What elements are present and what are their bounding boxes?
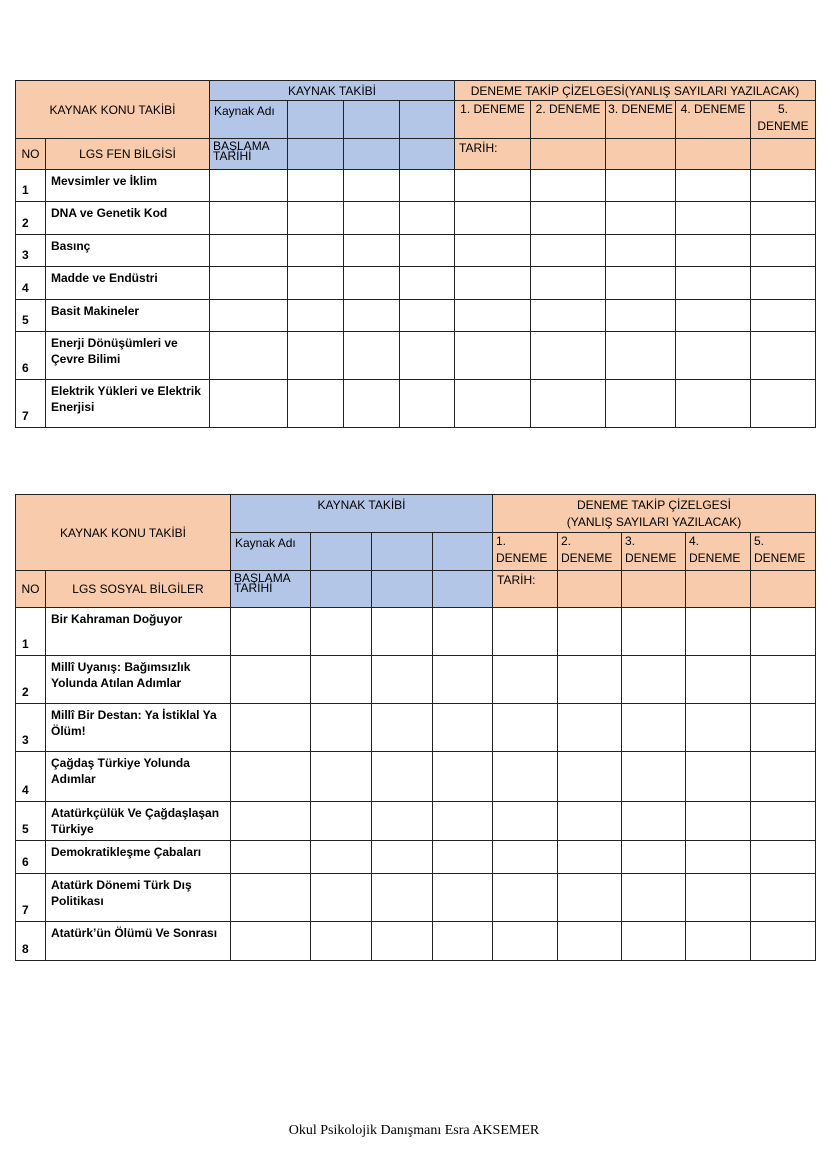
deneme-entry-cell[interactable]: [493, 841, 558, 874]
deneme-entry-cell[interactable]: [455, 267, 531, 300]
topic-name: Bir Kahraman Doğuyor: [46, 608, 231, 656]
deneme-entry-cell[interactable]: [751, 704, 816, 752]
topic-row: [16, 874, 816, 922]
topic-row: [16, 380, 816, 428]
deneme-column-header: 3. DENEME: [606, 101, 676, 139]
kaynak-entry-cell[interactable]: [344, 267, 400, 300]
date-cell[interactable]: [751, 571, 816, 608]
date-cell[interactable]: [686, 571, 751, 608]
row-number: 2: [16, 656, 46, 704]
row-number: 7: [16, 380, 46, 428]
deneme-takip-subtitle: (YANLIŞ SAYILARI YAZILACAK): [566, 514, 742, 529]
deneme-entry-cell[interactable]: [606, 170, 676, 202]
deneme-entry-cell[interactable]: [622, 704, 686, 752]
deneme-entry-cell[interactable]: [751, 380, 816, 428]
deneme-entry-cell[interactable]: [493, 874, 558, 922]
topic-name: Elektrik Yükleri ve Elektrik Enerjisi: [46, 380, 210, 428]
deneme-entry-cell[interactable]: [676, 332, 751, 380]
kaynak-entry-cell[interactable]: [311, 922, 372, 961]
row-number: 5: [16, 300, 46, 332]
deneme-entry-cell[interactable]: [676, 202, 751, 235]
topic-name: Mevsimler ve İklim: [46, 170, 210, 202]
kaynak-entry-cell[interactable]: [231, 752, 311, 802]
row-number: 6: [16, 841, 46, 874]
kaynak-name-cell[interactable]: [311, 533, 372, 571]
topic-name: Atatürk Dönemi Türk Dış Politikası: [46, 874, 231, 922]
deneme-entry-cell[interactable]: [686, 841, 751, 874]
deneme-entry-cell[interactable]: [558, 874, 622, 922]
kaynak-entry-cell[interactable]: [400, 235, 455, 267]
kaynak-entry-cell[interactable]: [372, 874, 433, 922]
deneme-entry-cell[interactable]: [676, 235, 751, 267]
kaynak-entry-cell[interactable]: [311, 802, 372, 841]
kaynak-entry-cell[interactable]: [231, 841, 311, 874]
date-cell[interactable]: [311, 571, 372, 608]
kaynak-entry-cell[interactable]: [231, 704, 311, 752]
deneme-entry-cell[interactable]: [455, 170, 531, 202]
deneme-entry-cell[interactable]: [686, 922, 751, 961]
date-cell[interactable]: [400, 139, 455, 170]
kaynak-entry-cell[interactable]: [210, 332, 288, 380]
row-number: 4: [16, 752, 46, 802]
kaynak-entry-cell[interactable]: [231, 608, 311, 656]
topic-row: [16, 922, 816, 961]
deneme-entry-cell[interactable]: [531, 380, 606, 428]
topic-row: [16, 841, 816, 874]
kaynak-entry-cell[interactable]: [210, 267, 288, 300]
deneme-entry-cell[interactable]: [751, 656, 816, 704]
row-number: 8: [16, 922, 46, 961]
topic-row: [16, 300, 816, 332]
deneme-entry-cell[interactable]: [622, 841, 686, 874]
deneme-column-header: 2. DENEME: [531, 101, 606, 139]
date-cell[interactable]: [622, 571, 686, 608]
kaynak-entry-cell[interactable]: [288, 235, 344, 267]
kaynak-entry-cell[interactable]: [433, 841, 493, 874]
deneme-entry-cell[interactable]: [751, 841, 816, 874]
deneme-entry-cell[interactable]: [531, 170, 606, 202]
kaynak-entry-cell[interactable]: [344, 235, 400, 267]
deneme-entry-cell[interactable]: [606, 380, 676, 428]
deneme-entry-cell[interactable]: [455, 202, 531, 235]
topic-row: [16, 608, 816, 656]
deneme-entry-cell[interactable]: [676, 170, 751, 202]
kaynak-entry-cell[interactable]: [288, 300, 344, 332]
date-cell[interactable]: [433, 571, 493, 608]
deneme-entry-cell[interactable]: [751, 202, 816, 235]
deneme-column-header: 1. DENEME: [493, 533, 558, 571]
topic-name: DNA ve Genetik Kod: [46, 202, 210, 235]
kaynak-entry-cell[interactable]: [288, 170, 344, 202]
deneme-entry-cell[interactable]: [751, 332, 816, 380]
topic-row: [16, 704, 816, 752]
deneme-entry-cell[interactable]: [493, 802, 558, 841]
kaynak-entry-cell[interactable]: [400, 202, 455, 235]
topic-name: Demokratikleşme Çabaları: [46, 841, 231, 874]
deneme-entry-cell[interactable]: [493, 752, 558, 802]
kaynak-konu-takibi-header: KAYNAK KONU TAKİBİ: [16, 81, 210, 139]
date-cell[interactable]: [372, 571, 433, 608]
deneme-entry-cell[interactable]: [676, 267, 751, 300]
date-cell[interactable]: [558, 571, 622, 608]
deneme-entry-cell[interactable]: [531, 300, 606, 332]
topic-row: [16, 802, 816, 841]
kaynak-entry-cell[interactable]: [210, 235, 288, 267]
deneme-entry-cell[interactable]: [622, 874, 686, 922]
kaynak-name-cell[interactable]: [344, 101, 400, 139]
deneme-entry-cell[interactable]: [622, 608, 686, 656]
topic-row: [16, 752, 816, 802]
deneme-entry-cell[interactable]: [455, 300, 531, 332]
kaynak-entry-cell[interactable]: [288, 332, 344, 380]
deneme-entry-cell[interactable]: [622, 656, 686, 704]
deneme-column-header: 5. DENEME: [751, 101, 816, 139]
deneme-takip-header: [493, 495, 816, 533]
row-number: 4: [16, 267, 46, 300]
date-cell[interactable]: [344, 139, 400, 170]
kaynak-entry-cell[interactable]: [311, 656, 372, 704]
kaynak-entry-cell[interactable]: [231, 874, 311, 922]
kaynak-entry-cell[interactable]: [311, 608, 372, 656]
footer-credit: Okul Psikolojik Danışmanı Esra AKSEMER: [288, 1123, 540, 1138]
kaynak-entry-cell[interactable]: [372, 841, 433, 874]
deneme-entry-cell[interactable]: [686, 656, 751, 704]
kaynak-takibi-header: KAYNAK TAKİBİ: [231, 495, 493, 533]
kaynak-entry-cell[interactable]: [372, 802, 433, 841]
kaynak-adi-label: Kaynak Adı: [231, 533, 311, 571]
deneme-entry-cell[interactable]: [606, 332, 676, 380]
kaynak-entry-cell[interactable]: [210, 380, 288, 428]
deneme-entry-cell[interactable]: [751, 170, 816, 202]
kaynak-entry-cell[interactable]: [288, 380, 344, 428]
topic-name: Basit Makineler: [46, 300, 210, 332]
kaynak-entry-cell[interactable]: [231, 802, 311, 841]
deneme-entry-cell[interactable]: [676, 380, 751, 428]
deneme-column-header: 4. DENEME: [676, 101, 751, 139]
tarih-label: TARİH:: [455, 139, 531, 170]
deneme-takip-header: DENEME TAKİP ÇİZELGESİ(YANLIŞ SAYILARI YAZILACAK): [455, 81, 816, 101]
kaynak-entry-cell[interactable]: [311, 841, 372, 874]
deneme-entry-cell[interactable]: [686, 752, 751, 802]
deneme-entry-cell[interactable]: [606, 300, 676, 332]
no-header: NO: [16, 571, 46, 608]
kaynak-konu-takibi-header: KAYNAK KONU TAKİBİ: [16, 495, 231, 571]
fen-tracking-table: [15, 80, 816, 428]
date-cell[interactable]: [288, 139, 344, 170]
kaynak-entry-cell[interactable]: [288, 267, 344, 300]
kaynak-entry-cell[interactable]: [400, 332, 455, 380]
kaynak-entry-cell[interactable]: [344, 170, 400, 202]
deneme-entry-cell[interactable]: [531, 202, 606, 235]
deneme-entry-cell[interactable]: [558, 922, 622, 961]
kaynak-entry-cell[interactable]: [433, 752, 493, 802]
deneme-takip-title: DENEME TAKİP ÇİZELGESİ: [576, 497, 732, 512]
deneme-entry-cell[interactable]: [751, 874, 816, 922]
deneme-entry-cell[interactable]: [531, 267, 606, 300]
kaynak-entry-cell[interactable]: [372, 656, 433, 704]
deneme-entry-cell[interactable]: [558, 841, 622, 874]
kaynak-entry-cell[interactable]: [433, 656, 493, 704]
deneme-entry-cell[interactable]: [751, 608, 816, 656]
kaynak-entry-cell[interactable]: [400, 380, 455, 428]
kaynak-entry-cell[interactable]: [231, 656, 311, 704]
topic-name: Atatürk’ün Ölümü Ve Sonrası: [46, 922, 231, 961]
deneme-entry-cell[interactable]: [686, 802, 751, 841]
topic-name: Çağdaş Türkiye Yolunda Adımlar: [46, 752, 231, 802]
sosyal-tracking-table: [15, 494, 816, 961]
no-header: NO: [16, 139, 46, 170]
kaynak-entry-cell[interactable]: [344, 300, 400, 332]
deneme-entry-cell[interactable]: [676, 300, 751, 332]
kaynak-entry-cell[interactable]: [231, 922, 311, 961]
row-number: 7: [16, 874, 46, 922]
topic-row: [16, 267, 816, 300]
date-cell[interactable]: [531, 139, 606, 170]
tarih-label: TARİH:: [493, 571, 558, 608]
topic-name: Basınç: [46, 235, 210, 267]
deneme-entry-cell[interactable]: [622, 802, 686, 841]
topic-row: [16, 202, 816, 235]
topic-name: Atatürkçülük Ve Çağdaşlaşan Türkiye: [46, 802, 231, 841]
baslama-tarihi-label: BAŞLAMA TARİHİ: [210, 139, 288, 170]
baslama-tarihi-label: BAŞLAMA TARİHİ: [231, 571, 311, 608]
subject-header: LGS SOSYAL BİLGİLER: [46, 571, 231, 608]
deneme-column-header: 4. DENEME: [686, 533, 751, 571]
deneme-entry-cell[interactable]: [622, 752, 686, 802]
deneme-entry-cell[interactable]: [531, 332, 606, 380]
kaynak-entry-cell[interactable]: [433, 608, 493, 656]
row-number: 5: [16, 802, 46, 841]
kaynak-entry-cell[interactable]: [433, 802, 493, 841]
row-number: 6: [16, 332, 46, 380]
kaynak-entry-cell[interactable]: [372, 752, 433, 802]
deneme-column-header: 1. DENEME: [455, 101, 531, 139]
deneme-entry-cell[interactable]: [606, 202, 676, 235]
deneme-column-header: 5. DENEME: [751, 533, 816, 571]
row-number: 3: [16, 704, 46, 752]
kaynak-entry-cell[interactable]: [372, 608, 433, 656]
kaynak-entry-cell[interactable]: [311, 874, 372, 922]
row-number: 2: [16, 202, 46, 235]
deneme-entry-cell[interactable]: [493, 922, 558, 961]
kaynak-entry-cell[interactable]: [433, 922, 493, 961]
kaynak-entry-cell[interactable]: [311, 752, 372, 802]
topic-name: Madde ve Endüstri: [46, 267, 210, 300]
deneme-entry-cell[interactable]: [558, 802, 622, 841]
kaynak-entry-cell[interactable]: [288, 202, 344, 235]
deneme-entry-cell[interactable]: [531, 235, 606, 267]
deneme-entry-cell[interactable]: [493, 704, 558, 752]
kaynak-name-cell[interactable]: [433, 533, 493, 571]
date-cell[interactable]: [606, 139, 676, 170]
kaynak-entry-cell[interactable]: [210, 170, 288, 202]
topic-row: [16, 235, 816, 267]
topic-name: Millî Uyanış: Bağımsızlık Yolunda Atılan Adımlar: [46, 656, 231, 704]
deneme-entry-cell[interactable]: [751, 922, 816, 961]
deneme-entry-cell[interactable]: [493, 608, 558, 656]
deneme-entry-cell[interactable]: [751, 752, 816, 802]
kaynak-entry-cell[interactable]: [433, 874, 493, 922]
kaynak-entry-cell[interactable]: [311, 704, 372, 752]
kaynak-entry-cell[interactable]: [344, 202, 400, 235]
kaynak-name-cell[interactable]: [372, 533, 433, 571]
kaynak-takibi-header: KAYNAK TAKİBİ: [210, 81, 455, 101]
deneme-entry-cell[interactable]: [686, 608, 751, 656]
deneme-entry-cell[interactable]: [493, 656, 558, 704]
kaynak-entry-cell[interactable]: [400, 300, 455, 332]
kaynak-entry-cell[interactable]: [400, 170, 455, 202]
deneme-entry-cell[interactable]: [606, 267, 676, 300]
topic-row: [16, 332, 816, 380]
deneme-entry-cell[interactable]: [751, 267, 816, 300]
topic-row: [16, 170, 816, 202]
deneme-column-header: 3. DENEME: [622, 533, 686, 571]
row-number: 3: [16, 235, 46, 267]
deneme-entry-cell[interactable]: [751, 300, 816, 332]
topic-name: Enerji Dönüşümleri ve Çevre Bilimi: [46, 332, 210, 380]
row-number: 1: [16, 608, 46, 656]
deneme-entry-cell[interactable]: [455, 235, 531, 267]
deneme-entry-cell[interactable]: [622, 922, 686, 961]
deneme-entry-cell[interactable]: [686, 704, 751, 752]
kaynak-name-cell[interactable]: [400, 101, 455, 139]
deneme-column-header: 2. DENEME: [558, 533, 622, 571]
topic-name: Millî Bir Destan: Ya İstiklal Ya Ölüm!: [46, 704, 231, 752]
date-cell[interactable]: [676, 139, 751, 170]
kaynak-entry-cell[interactable]: [344, 332, 400, 380]
kaynak-entry-cell[interactable]: [433, 704, 493, 752]
kaynak-entry-cell[interactable]: [210, 202, 288, 235]
row-number: 1: [16, 170, 46, 202]
kaynak-entry-cell[interactable]: [400, 267, 455, 300]
deneme-entry-cell[interactable]: [455, 332, 531, 380]
kaynak-entry-cell[interactable]: [372, 704, 433, 752]
deneme-entry-cell[interactable]: [558, 608, 622, 656]
kaynak-entry-cell[interactable]: [372, 922, 433, 961]
deneme-entry-cell[interactable]: [558, 704, 622, 752]
kaynak-name-cell[interactable]: [288, 101, 344, 139]
deneme-entry-cell[interactable]: [686, 874, 751, 922]
date-cell[interactable]: [751, 139, 816, 170]
deneme-entry-cell[interactable]: [558, 752, 622, 802]
deneme-entry-cell[interactable]: [455, 380, 531, 428]
deneme-entry-cell[interactable]: [606, 235, 676, 267]
topic-row: [16, 656, 816, 704]
deneme-entry-cell[interactable]: [751, 802, 816, 841]
deneme-entry-cell[interactable]: [558, 656, 622, 704]
subject-header: LGS FEN BİLGİSİ: [46, 139, 210, 170]
kaynak-entry-cell[interactable]: [344, 380, 400, 428]
kaynak-entry-cell[interactable]: [210, 300, 288, 332]
deneme-entry-cell[interactable]: [751, 235, 816, 267]
kaynak-adi-label: Kaynak Adı: [210, 101, 288, 139]
